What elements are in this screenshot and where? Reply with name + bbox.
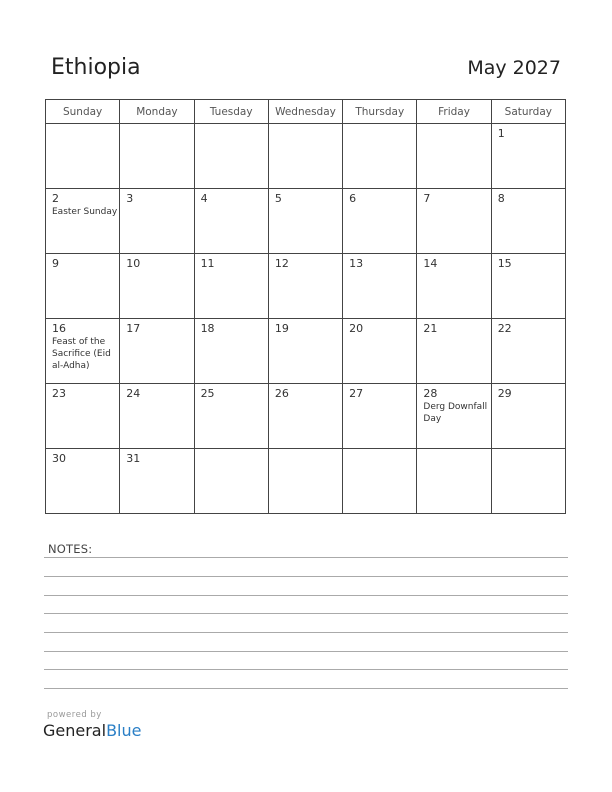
weekday-wednesday: Wednesday	[268, 100, 342, 124]
week-row	[46, 449, 566, 514]
month-year-title: May 2027	[467, 57, 561, 79]
day-cell[interactable]	[120, 124, 194, 189]
day-cell[interactable]	[491, 189, 565, 254]
day-cell[interactable]	[120, 449, 194, 514]
day-number: 2	[52, 192, 59, 205]
day-cell[interactable]	[343, 254, 417, 319]
day-cell[interactable]	[417, 189, 491, 254]
day-number: 31	[126, 452, 141, 465]
day-number: 20	[349, 322, 364, 335]
notes-line	[44, 651, 568, 652]
day-cell[interactable]	[268, 124, 342, 189]
notes-line	[44, 632, 568, 633]
day-number: 14	[423, 257, 438, 270]
day-number: 22	[497, 322, 512, 335]
day-cell[interactable]	[343, 124, 417, 189]
day-cell[interactable]	[194, 254, 268, 319]
day-number: 6	[349, 192, 357, 205]
powered-by-text: powered by	[47, 710, 102, 720]
day-number: 16	[52, 322, 66, 335]
notes-label: NOTES:	[48, 542, 93, 556]
notes-line	[44, 688, 568, 689]
day-cell[interactable]	[417, 254, 491, 319]
day-cell[interactable]	[120, 189, 194, 254]
day-number: 21	[423, 322, 438, 335]
day-number: 5	[274, 192, 282, 205]
brand-blue: Blue	[106, 721, 142, 740]
brand-general: General	[43, 721, 107, 740]
day-cell[interactable]	[120, 384, 194, 449]
day-cell[interactable]	[343, 189, 417, 254]
day-number: 3	[126, 192, 134, 205]
day-cell[interactable]	[417, 319, 491, 384]
weekday-sunday: Sunday	[46, 100, 120, 124]
holiday-label: Easter Sunday	[52, 207, 118, 217]
day-number: 24	[126, 387, 141, 400]
day-cell[interactable]	[194, 319, 268, 384]
week-row	[46, 319, 566, 384]
week-row	[46, 124, 566, 189]
day-number: 9	[52, 257, 59, 270]
day-cell[interactable]	[120, 254, 194, 319]
day-cell[interactable]	[491, 384, 565, 449]
day-number: 10	[126, 257, 141, 270]
weekday-monday: Monday	[120, 100, 194, 124]
day-cell[interactable]	[268, 449, 342, 514]
notes-line	[44, 613, 568, 614]
weekday-thursday: Thursday	[343, 100, 417, 124]
day-number: 29	[497, 387, 512, 400]
day-number: 18	[200, 322, 215, 335]
day-number: 1	[497, 127, 505, 140]
country-title: Ethiopia	[51, 55, 141, 80]
day-cell[interactable]	[417, 124, 491, 189]
notes-line	[44, 669, 568, 670]
day-cell[interactable]	[491, 319, 565, 384]
day-cell[interactable]	[46, 254, 120, 319]
day-cell[interactable]	[491, 124, 565, 189]
week-row	[46, 384, 566, 449]
day-cell[interactable]	[194, 189, 268, 254]
notes-line	[44, 557, 568, 558]
weekday-tuesday: Tuesday	[194, 100, 268, 124]
day-cell[interactable]	[194, 124, 268, 189]
day-cell[interactable]	[46, 449, 120, 514]
day-cell[interactable]	[46, 384, 120, 449]
day-number: 11	[200, 257, 215, 270]
week-row	[46, 189, 566, 254]
day-cell[interactable]	[343, 384, 417, 449]
day-cell[interactable]	[46, 319, 120, 384]
day-cell[interactable]	[343, 449, 417, 514]
day-number: 4	[200, 192, 208, 205]
day-cell[interactable]	[268, 254, 342, 319]
holiday-label: Feast of the Sacrifice (Eid al-Adha)	[52, 337, 111, 371]
day-cell[interactable]	[46, 189, 120, 254]
day-number: 15	[497, 257, 512, 270]
day-cell[interactable]	[417, 384, 491, 449]
calendar-grid	[45, 99, 566, 514]
day-number: 19	[274, 322, 289, 335]
notes-line	[44, 595, 568, 596]
generalblue-logo[interactable]	[43, 721, 141, 740]
day-cell[interactable]	[194, 384, 268, 449]
day-number: 7	[423, 192, 431, 205]
day-cell[interactable]	[491, 449, 565, 514]
day-cell[interactable]	[491, 254, 565, 319]
week-row	[46, 254, 566, 319]
notes-line	[44, 576, 568, 577]
day-cell[interactable]	[268, 189, 342, 254]
day-cell[interactable]	[268, 384, 342, 449]
day-cell[interactable]	[46, 124, 120, 189]
day-cell[interactable]	[194, 449, 268, 514]
day-number: 30	[52, 452, 66, 465]
weekday-header-row	[46, 100, 566, 124]
day-number: 17	[126, 322, 141, 335]
day-number: 28	[423, 387, 438, 400]
day-number: 26	[274, 387, 289, 400]
day-number: 13	[349, 257, 364, 270]
day-cell[interactable]	[268, 319, 342, 384]
weekday-saturday: Saturday	[491, 100, 565, 124]
day-number: 27	[349, 387, 364, 400]
day-cell[interactable]	[120, 319, 194, 384]
day-number: 23	[52, 387, 66, 400]
weekday-friday: Friday	[417, 100, 491, 124]
day-number: 25	[200, 387, 215, 400]
holiday-label: Derg Downfall Day	[423, 402, 488, 424]
day-cell[interactable]	[417, 449, 491, 514]
day-number: 12	[274, 257, 289, 270]
day-number: 8	[497, 192, 505, 205]
day-cell[interactable]	[343, 319, 417, 384]
